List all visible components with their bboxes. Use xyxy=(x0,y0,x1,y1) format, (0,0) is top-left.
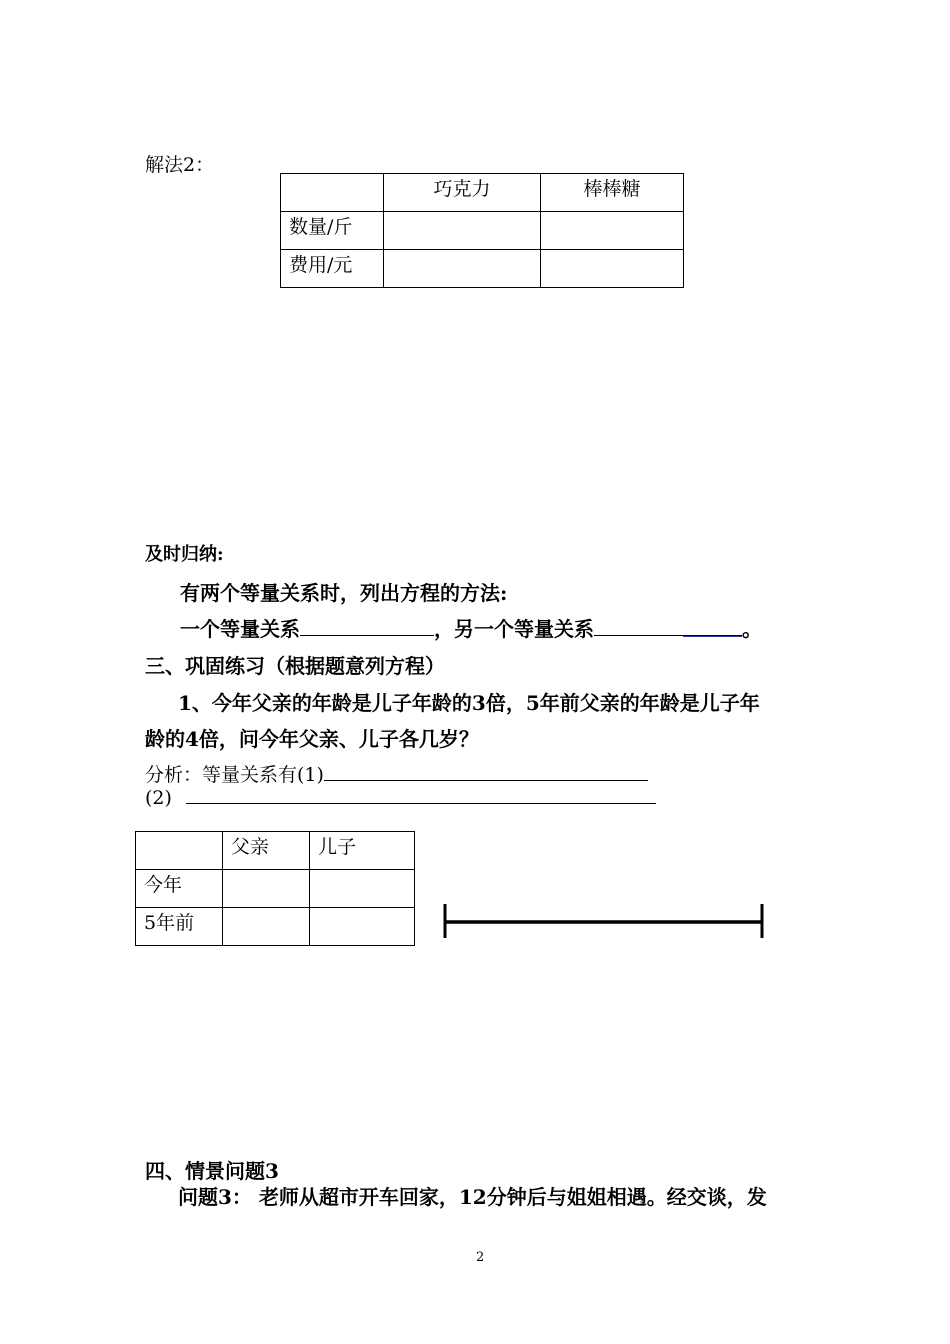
summary-line2-end: 。 xyxy=(742,617,762,641)
analysis-line2 xyxy=(145,785,656,809)
row-label: 今年 xyxy=(136,870,223,908)
line-segment-diagram xyxy=(440,900,770,944)
analysis-line1 xyxy=(145,760,648,787)
table-cell xyxy=(384,250,541,288)
table-header-cell xyxy=(281,174,384,212)
blank-line[interactable] xyxy=(300,617,434,636)
row-label: 数量/斤 xyxy=(281,212,384,250)
table-header-cell: 巧克力 xyxy=(384,174,541,212)
section3-title: 三、巩固练习（根据题意列方程） xyxy=(145,654,445,678)
table-cell xyxy=(223,908,310,946)
table-header-cell: 儿子 xyxy=(310,832,415,870)
table-cell xyxy=(223,870,310,908)
solution2-table xyxy=(280,173,684,288)
age-table xyxy=(135,831,415,946)
summary-line2-part1: 一个等量关系 xyxy=(180,617,300,641)
summary-heading: 及时归纳: xyxy=(145,544,224,565)
table-row xyxy=(281,250,684,288)
blank-line[interactable] xyxy=(324,762,648,781)
blank-line[interactable] xyxy=(186,785,656,804)
analysis-label2: (2) xyxy=(145,787,172,809)
table-header-cell xyxy=(136,832,223,870)
table-cell xyxy=(541,212,684,250)
summary-line2 xyxy=(180,613,762,642)
row-label: 费用/元 xyxy=(281,250,384,288)
problem-line1: 1、今年父亲的年龄是儿子年龄的3倍，5年前父亲的年龄是儿子年 xyxy=(178,691,760,715)
table-header-cell: 棒棒糖 xyxy=(541,174,684,212)
section4-title: 四、情景问题3 xyxy=(145,1159,279,1183)
summary-line1: 有两个等量关系时，列出方程的方法: xyxy=(180,581,508,605)
table-cell xyxy=(384,212,541,250)
table-row xyxy=(136,908,415,946)
table-cell xyxy=(310,870,415,908)
blank-line[interactable] xyxy=(594,617,742,636)
analysis-label: 分析：等量关系有(1) xyxy=(145,764,324,786)
problem3-line: 问题3： 老师从超市开车回家，12分钟后与姐姐相遇。经交谈，发 xyxy=(178,1185,767,1209)
table-row xyxy=(281,212,684,250)
solution2-heading: 解法2： xyxy=(145,154,215,176)
summary-line2-part2: ，另一个等量关系 xyxy=(434,617,594,641)
table-header-cell: 父亲 xyxy=(223,832,310,870)
row-label: 5年前 xyxy=(136,908,223,946)
table-row xyxy=(136,870,415,908)
page-number: 2 xyxy=(476,1250,485,1265)
problem-line2: 龄的4倍，问今年父亲、儿子各几岁？ xyxy=(145,727,479,751)
table-cell xyxy=(541,250,684,288)
table-cell xyxy=(310,908,415,946)
